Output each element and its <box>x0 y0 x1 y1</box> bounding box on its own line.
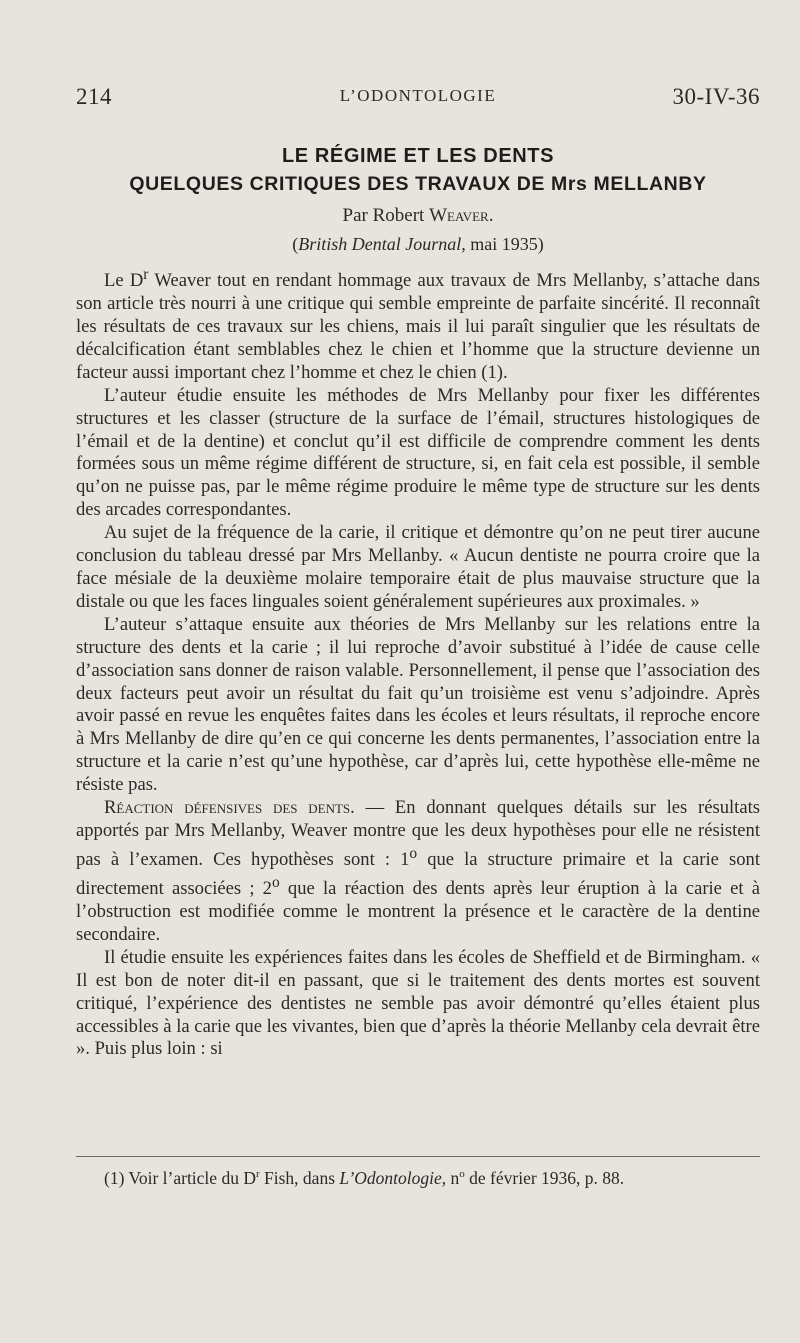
footnote-rule <box>76 1156 760 1157</box>
paragraph-6: Il étudie ensuite les expériences faites dans les écoles de Sheffield et de Birmingham. « Il est bon de noter dit-il en passant, que si le traitement des dents mortes est souvent critiqué, l’expérience des dentistes ne semble pas avoir démontré qu’elles étaient plus accessibles à la carie que les vivantes, bien que d’après la théorie Mellanby cela devrait être ». Puis plus loin : si <box>76 946 760 1060</box>
footnote-text-c: n <box>446 1168 460 1188</box>
byline <box>76 205 760 227</box>
byline-prefix: Par Robert <box>342 205 430 226</box>
footnote-text-d: de février 1936, p. 88. <box>464 1168 625 1188</box>
source-citation <box>76 234 760 255</box>
paragraph-5-sup-2: o <box>271 873 280 891</box>
running-header <box>76 84 760 114</box>
paragraph-5 <box>76 797 760 947</box>
journal-name: L’ODONTOLOGIE <box>339 86 497 105</box>
paragraph-3: Au sujet de la fréquence de la carie, il critique et démontre qu’on ne peut tirer aucune conclusion du tableau dressé par Mrs Mellanby. « Aucun dentiste ne pourra croire que la face mésiale de la deuxième molaire temporaire était de plus mauvaise structure que la distale ou que les faces linguales soient généralement supérieures aux proximales. » <box>76 522 760 612</box>
footnote-text-a: (1) Voir l’article du D <box>104 1168 256 1188</box>
paragraph-5-text-a: — En donnant quelques détails sur les résultats apportés par Mrs Mellanby, Weaver montre que les deux hypothèses pour elle ne résistent pas à l’examen. Ces hypothèses sont : 1 <box>76 797 760 871</box>
paragraph-1 <box>76 264 760 385</box>
footnote-sup-2: o <box>459 1168 465 1181</box>
source-date: mai 1935) <box>465 234 544 254</box>
page-number: 214 <box>76 84 112 109</box>
paragraph-5-sup-1: o <box>409 844 418 862</box>
section-heading: Réaction défensives des dents. <box>104 797 355 819</box>
paragraph-1-text-a: Le D <box>104 270 144 292</box>
footnote-sup: r <box>255 1168 260 1181</box>
article-body <box>76 264 760 1061</box>
article-subtitle: QUELQUES CRITIQUES DES TRAVAUX DE Mrs MELLANBY <box>129 173 707 195</box>
article-title: LE RÉGIME ET LES DENTS <box>281 145 555 167</box>
footnote <box>104 1168 760 1189</box>
paragraph-2: L’auteur étudie ensuite les méthodes de Mrs Mellanby pour fixer les différentes structures et les classer (structure de la surface de l’émail, structures histologiques de l’émail et de la dentine) et conclut qu’il est difficile de comprendre comment les dents formées sous un même régime différent de structure, si, en fait cela est possible, il semble qu’on ne puisse pas, par le même régime produire le même type de structure sur les dents des arcades correspondantes. <box>76 384 760 521</box>
footnote-journal: L’Odontologie, <box>339 1168 447 1188</box>
source-open: ( <box>292 234 299 254</box>
byline-suffix: . <box>488 205 494 226</box>
paragraph-4: L’auteur s’attaque ensuite aux théories de Mrs Mellanby sur les relations entre la structure des dents et la carie ; il lui reproche d’avoir substitué à l’idée de cause celle d’association sans donner de raison valable. Personnellement, il pense que l’association des deux facteurs peut avoir un résultat du fait qu’un troisième est venu s’adjoindre. Après avoir passé en revue les enquêtes faites dans les écoles et leurs résultats, il reproche encore à Mrs Mellanby de dire qu’en ce qui concerne les dents permanentes, l’association entre la structure et la carie n’est qu’une hypothèse, car d’après lui, cette hypothèse elle-même ne résiste pas. <box>76 613 760 796</box>
issue-date: 30-IV-36 <box>672 84 760 109</box>
paragraph-5-text-b: que la structure primaire et la carie sont directement associées ; 2 <box>76 849 760 900</box>
author-name: Weaver <box>429 205 489 226</box>
source-journal: British Dental Journal, <box>298 234 466 254</box>
paragraph-5-text-c: que la réaction des dents après leur éruption à la carie et à l’obstruction est modifiée comme le montrent la présence et le caractère de la dentine secondaire. <box>76 878 760 945</box>
paragraph-1-text-b: Weaver tout en rendant hommage aux travaux de Mrs Mellanby, s’attache dans son article très nourri à une critique qui semble empreinte de parfaite sincérité. Il reconnaît les résultats de ces travaux sur les chiens, mais il lui paraît singulier que les résultats de décalcification étant semblables chez le chien et l’homme que la structure devienne un facteur aussi important chez l’homme et chez le chien (1). <box>76 270 760 383</box>
paragraph-1-sup: r <box>143 266 149 283</box>
footnote-text-b: Fish, dans <box>259 1168 340 1188</box>
